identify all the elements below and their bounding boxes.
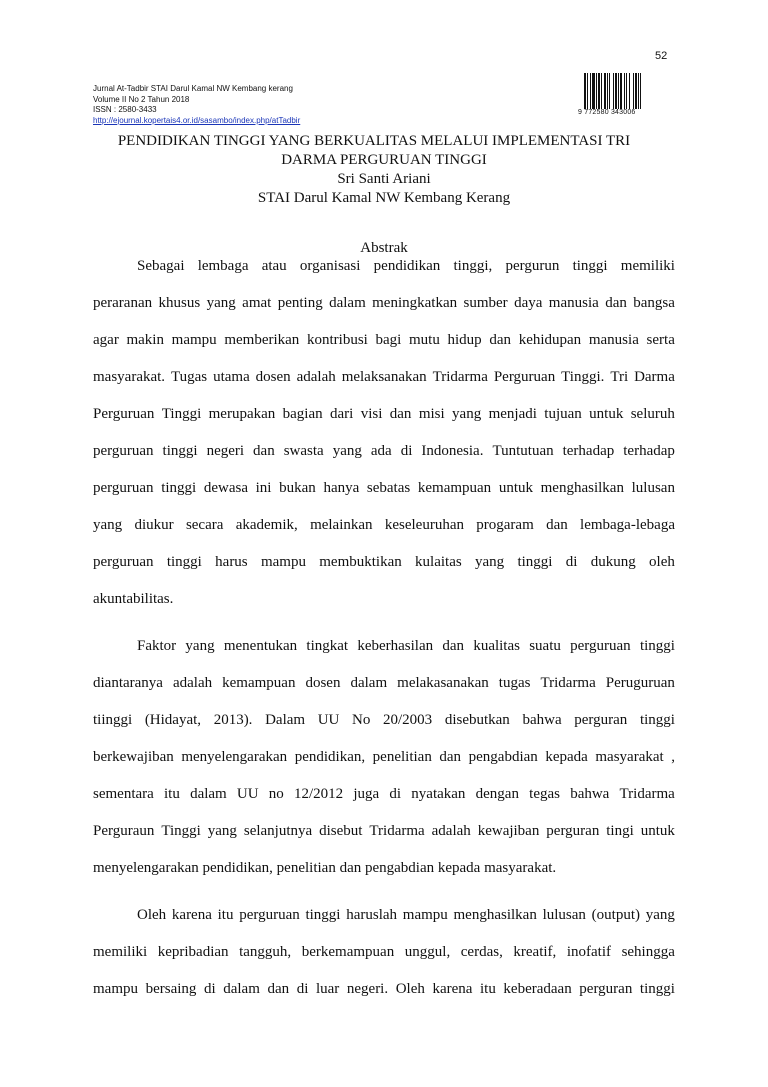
text-line: Faktor yang menentukan tingkat keberhasilan dan kualitas suatu perguruan tinggi bbox=[137, 638, 675, 654]
journal-header bbox=[93, 84, 300, 126]
text-line: Sebagai lembaga atau organisasi pendidikan tinggi, pergurun tinggi memiliki bbox=[137, 258, 675, 274]
barcode-icon bbox=[578, 73, 650, 117]
text-line: Oleh karena itu perguruan tinggi haruslah mampu menghasilkan lulusan (output) yang bbox=[137, 907, 675, 923]
text-line: agar makin mampu memberikan kontribusi bagi mutu hidup dan kehidupan manusia serta bbox=[93, 332, 675, 348]
text-line: tiinggi (Hidayat, 2013). Dalam UU No 20/2003 disebutkan bahwa perguran tinggi bbox=[93, 712, 675, 728]
article-title-line-1: PENDIDIKAN TINGGI YANG BERKUALITAS MELALUI IMPLEMENTASI TRI bbox=[117, 133, 631, 149]
text-line: akuntabilitas. bbox=[93, 591, 174, 607]
text-line: yang diukur secara akademik, melainkan keseleuruhan progaram dan lembaga-lebaga bbox=[93, 517, 675, 533]
text-line: perguruan tinggi dewasa ini bukan hanya sebatas kemampuan untuk menghasilkan lulusan bbox=[93, 480, 675, 496]
article-author: Sri Santi Ariani bbox=[337, 171, 431, 187]
journal-volume: Volume II No 2 Tahun 2018 bbox=[93, 94, 190, 104]
text-line: masyarakat. Tugas utama dosen adalah melaksanakan Tridarma Perguruan Tinggi. Tri Darma bbox=[93, 369, 675, 385]
text-line: mampu bersaing di dalam dan di luar negeri. Oleh karena itu keberadaan perguran tinggi bbox=[93, 981, 675, 997]
page-number: 52 bbox=[655, 50, 668, 62]
text-line: peraranan khusus yang amat penting dalam meningkatkan sumber daya manusia dan bangsa bbox=[93, 295, 675, 311]
journal-issn: ISSN : 2580-3433 bbox=[93, 105, 157, 114]
text-line: menyelengarakan pendidikan, penelitian dan pengabdian kepada masyarakat. bbox=[93, 860, 557, 876]
text-line: Perguraun Tinggi yang selanjutnya disebut Tridarma adalah kewajiban perguran tingi untuk bbox=[93, 823, 675, 839]
text-line: sementara itu dalam UU no 12/2012 juga di nyatakan dengan tegas bahwa Tridarma bbox=[93, 786, 675, 802]
text-line: diantaranya adalah kemampuan dosen dalam melakasanakan tugas Tridarma Peruguruan bbox=[93, 675, 675, 691]
abstract-heading: Abstrak bbox=[360, 240, 408, 256]
article-affiliation: STAI Darul Kamal NW Kembang Kerang bbox=[257, 190, 511, 206]
abstract-body bbox=[93, 256, 675, 1016]
text-line: Perguruan Tinggi merupakan bagian dari visi dan misi yang menjadi tujuan untuk seluruh bbox=[93, 406, 675, 422]
barcode-digits: 9 772580 343006 bbox=[578, 109, 650, 116]
article-title-line-2: DARMA PERGURUAN TINGGI bbox=[281, 152, 487, 168]
journal-url-link[interactable]: http://ejournal.kopertais4.or.id/sasambo/index.php/atTadbir bbox=[93, 115, 301, 125]
text-line: memiliki kepribadian tangguh, berkemampuan unggul, cerdas, kreatif, inofatif sehingga bbox=[93, 944, 675, 960]
text-line: perguruan tinggi harus mampu membuktikan kulaitas yang tinggi di dukung oleh bbox=[93, 554, 675, 570]
text-line: berkewajiban menyelengarakan pendidikan, penelitian dan pengabdian kepada masyarakat , bbox=[93, 749, 675, 765]
journal-name: Jurnal At-Tadbir STAI Darul Kamal NW Kembang kerang bbox=[93, 84, 293, 93]
article-title-block bbox=[93, 132, 675, 208]
text-line: perguruan tinggi negeri dan swasta yang ada di Indonesia. Tuntutuan terhadap terhadap bbox=[93, 443, 675, 459]
